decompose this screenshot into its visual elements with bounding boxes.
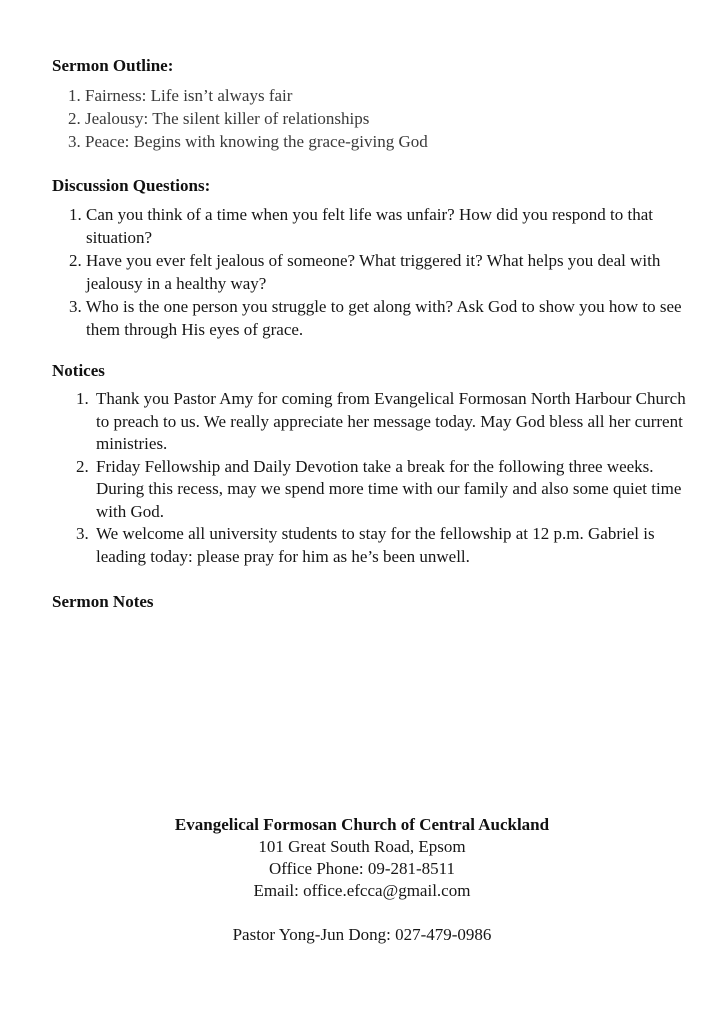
spacer xyxy=(0,902,724,924)
notice-item xyxy=(76,388,686,456)
notice-number: 1. xyxy=(76,389,89,408)
outline-item: 2. Jealousy: The silent killer of relationships xyxy=(68,109,370,128)
sermon-notes-area xyxy=(52,620,672,800)
sermon-outline-list xyxy=(68,84,428,153)
discussion-questions-heading: Discussion Questions: xyxy=(52,176,211,195)
notice-number: 2. xyxy=(76,456,89,476)
notice-text: Friday Fellowship and Daily Devotion take a break for the following three weeks. During this recess, may we spend more time with our family and also some quiet time with God. xyxy=(96,456,682,521)
church-contact-block xyxy=(0,814,724,946)
notice-item xyxy=(76,523,686,568)
notice-text: We welcome all university students to stay for the fellowship at 12 p.m. Gabriel is leading today: please pray for him as he’s been unwell. xyxy=(96,524,655,566)
pastor-contact: Pastor Yong-Jun Dong: 027-479-0986 xyxy=(232,925,492,944)
outline-item: 1. Fairness: Life isn’t always fair xyxy=(68,86,293,105)
question-item: 3. Who is the one person you struggle to get along with? Ask God to show you how to see them through His eyes of grace. xyxy=(69,297,682,339)
church-name: Evangelical Formosan Church of Central Auckland xyxy=(174,815,550,834)
notices-list xyxy=(76,388,686,568)
office-phone: Office Phone: 09-281-8511 xyxy=(268,859,456,878)
question-item: 1. Can you think of a time when you felt life was unfair? How did you respond to that situation? xyxy=(69,205,654,247)
notice-item xyxy=(76,456,686,524)
outline-item: 3. Peace: Begins with knowing the grace-giving God xyxy=(68,132,428,151)
notice-number: 3. xyxy=(76,524,89,543)
question-item: 2. Have you ever felt jealous of someone? What triggered it? What helps you deal with jealousy in a healthy way? xyxy=(69,251,661,293)
discussion-questions-list xyxy=(69,203,689,341)
office-email: Email: office.efcca@gmail.com xyxy=(253,881,471,900)
notice-text: Thank you Pastor Amy for coming from Evangelical Formosan North Harbour Church to preach to us. We really appreciate her message today. May God bless all her current ministries. xyxy=(96,389,686,453)
church-address: 101 Great South Road, Epsom xyxy=(258,837,466,856)
notices-heading: Notices xyxy=(52,361,105,380)
sermon-notes-heading: Sermon Notes xyxy=(52,592,154,611)
sermon-outline-heading: Sermon Outline: xyxy=(52,56,174,75)
